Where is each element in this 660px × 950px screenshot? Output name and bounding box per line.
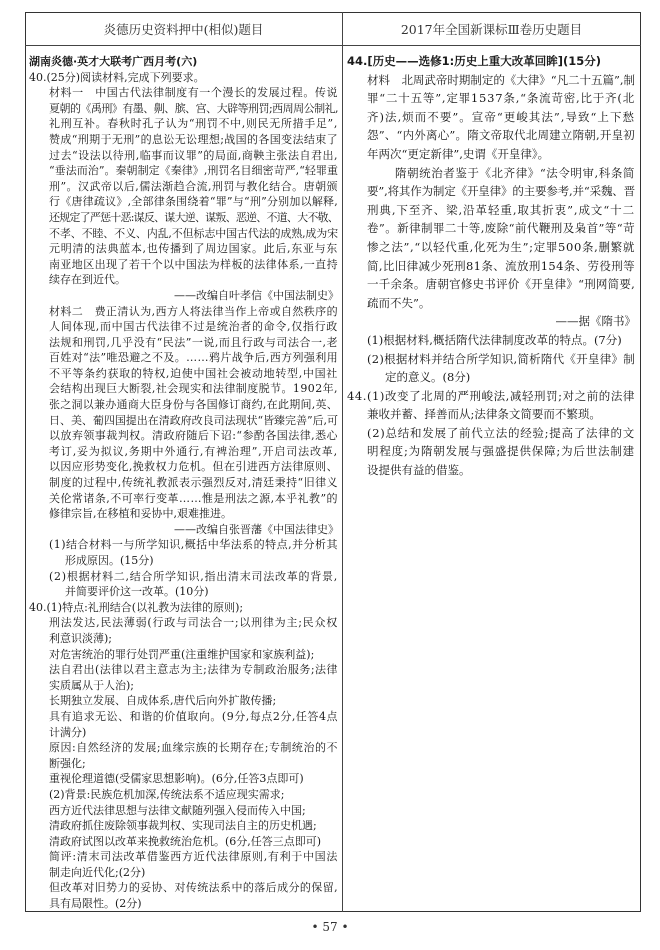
right-text-line: 一千余条。唐朝官修史书评价《开皇律》“刑网简要, [367,277,635,292]
left-text-line: 刑”。汉武帝以后,儒法渐趋合流,刑罚与教化结合。唐朝颁 [49,179,338,193]
right-text-line: 年两次“更定新律”,史谓《开皇律》。 [367,146,550,161]
left-text-line: 南亚地区出现了若干个以中国法为样板的法律体系,一直持 [49,257,338,271]
left-text-line: 但改革对旧势力的妥协、对传统法系中的落后成分的保留, [49,881,338,895]
left-text-line: 具有追求无讼、和谐的价值取向。(9分,每点2分,任答4点 [49,709,338,723]
left-text-line: 续存在到近代。 [49,273,126,287]
left-text-line: 制走向近代化;(2分) [49,865,146,879]
right-text-line: (2)根据材料并结合所学知识,简析隋代《开皇律》制 [367,351,635,366]
left-text-line: 并简要评价这一改革。(10分) [65,585,209,599]
right-text-line: 简,比旧律减少死刑81条、流放刑154条、劳役刑等 [367,258,635,273]
right-column-header: 2017年全国新课标Ⅲ卷历史题目 [400,22,583,37]
left-text-line: 考订,妥为拟议,务期中外通行,有裨治理”,开启司法改革, [49,444,338,458]
left-text-line: 40.(25分)阅读材料,完成下列要求。 [29,70,205,84]
left-text-line: 原因:自然经济的发展;血缘宗族的长期存在;专制统治的不 [49,741,338,755]
right-text-line: 齐)法,烦而不要”。宣帝“更峻其法”,导致“上下愁 [367,109,635,124]
left-text-line: 关伦常诸条,不可率行变革……惟是刑法之源,本乎礼教”的 [49,491,338,505]
right-text-line: 材料 北周武帝时期制定的《大律》“凡二十五篇”,制 [367,72,635,87]
left-text-line: 简评:清末司法改革借鉴西方近代法律原则,有利于中国法 [49,850,338,864]
left-text-line: 日、美、葡四国提出在清政府改良司法现状“皆臻完善”后,可 [49,413,338,427]
right-text-line: 卷”。新律制罪二十等,废除“前代鞭刑及枭首”等“苛 [367,221,635,236]
left-text-line: 过去“设法以待刑,临事而议罪”的局面,商鞅主张法自君出, [49,148,338,162]
right-text-line: 定的意义。(8分) [385,370,471,385]
left-text-line: 刑法发达,民法薄弱(行政与司法合一;以刑律为主;民众权 [49,616,338,630]
left-text-line: 礼刑互补。春秋时孔子认为“刑罚不中,则民无所措手足”, [49,117,338,131]
left-text-line: 清政府抓住废除领事裁判权、实现司法自主的历史机遇; [49,819,317,833]
left-text-line: 重视伦理道德(受儒家思想影响)。(6分,任答3点即可) [49,772,304,786]
left-text-line: 断强化; [49,756,86,770]
left-text-line: (2)背景:民族危机加深,传统法系不适应现实需求; [49,787,285,801]
left-text-line: 计满分) [49,725,87,739]
header-divider [25,45,641,46]
right-text-line: 怨”、“内外离心”。隋文帝取代北周建立隋朝,开皇初 [367,128,635,143]
left-text-line: 赞成“刑期于无刑”的息讼无讼理想;战国的各国变法结束了 [49,132,338,146]
left-text-line: (1)结合材料一与所学知识,概括中华法系的特点,并分析其 [49,538,338,552]
left-text-line: 法自君出(法律以君主意志为主;法律为专制政治服务;法律 [49,663,338,677]
left-text-line: 材料一 中国古代法律制度有一个漫长的发展过程。传说 [49,86,338,100]
right-text-line: 要”,将其作为制定《开皇律》的主要参考,并“采魏、晋 [367,184,635,199]
left-text-line: 夏朝的《禹刑》有墨、劓、膑、宫、大辟等刑罚;西周周公制礼, [49,101,338,115]
left-text-line: 以因应形势变化,挽救权力危机。但在引进西方法律原则、 [49,460,338,474]
left-text-line: 还规定了严惩十恶:谋反、谋大逆、谋叛、恶逆、不道、大不敬、 [49,210,338,224]
left-text-line: 人间体现,而中国古代法律不过是统治者的命令,仅指行政 [49,320,338,334]
right-text-line: 44.[历史——选修1:历史上重大改革回眸](15分) [347,54,601,68]
right-text-line: 隋朝统治者鉴于《北齐律》“法令明审,科条简 [395,165,635,180]
left-text-line: ——改编自张晋藩《中国法律史》 [174,522,339,536]
page-number: • 57 • [311,920,349,934]
left-column-content [29,54,339,912]
right-text-line: 44.(1)改变了北周的严刑峻法,减轻刑罚;对之前的法律 [347,388,635,403]
right-text-line: 罪“二十五等”,定罪1537条,“条流苛密,比于齐(北 [367,91,635,106]
left-text-line: 材料二 费正清认为,西方人将法律当作上帝或自然秩序的 [49,304,338,318]
column-divider [342,12,343,912]
right-text-line: 明程度;为隋朝发展与强盛提供保障;为后世法制建 [367,444,635,459]
right-text-line: 兼收并蓄、择善而从;法律条文简要而不繁琐。 [367,407,601,422]
left-text-line: 40.(1)特点:礼刑结合(以礼教为法律的原则); [29,600,244,614]
left-text-line: ——改编自叶孝信《中国法制史》 [174,288,339,302]
left-text-line: 元明清的法典蓝本,也传播到了周边国家。此后,东亚与东 [49,242,338,256]
left-text-line: (2)根据材料二,结合所学知识,指出清末司法改革的背景, [49,569,338,583]
right-text-line: 刑典,下至齐、梁,沿革轻重,取其折衷”,成文“十二 [367,202,635,217]
left-text-line: 清政府试图以改革来挽救统治危机。(6分,任答三点即可) [49,834,322,848]
left-text-line: 对危害统治的罪行处罚严重(注重维护国家和家族利益); [49,647,315,661]
left-text-line: 制度的过程中,传统礼教派表示强烈反对,清廷秉持“旧律义 [49,476,338,490]
left-text-line: 以放弃领事裁判权。清政府随后下诏:“参酌各国法律,悉心 [49,429,338,443]
left-text-line: “垂法而治”。秦朝制定《秦律》,刑罚名目细密苛严,“轻罪重 [49,164,338,178]
right-text-line: 惨之法”,“以轻代重,化死为生”;定罪500条,删繁就 [367,239,635,254]
left-text-line: 会结构出现巨大断裂,社会现实和法律制度脱节。1902年, [49,382,338,396]
right-column-content [347,52,636,480]
left-text-line: 行《唐律疏议》,全部律条围绕着“罪”与“刑”分别加以解释, [49,195,338,209]
right-text-line: 设提供有益的借鉴。 [367,463,471,478]
left-text-line: 张之洞以兼办通商大臣身份与各国修订商约,在此期间,英、 [49,398,338,412]
right-text-line: (1)根据材料,概括隋代法律制度改革的特点。(7分) [367,332,622,347]
left-text-line: 湖南炎德·英才大联考广西月考(六) [29,55,198,68]
right-text-line: ——据《隋书》 [555,314,636,329]
left-text-line: 利意识淡薄); [49,631,112,645]
left-text-line: 法规和刑罚,几乎没有“民法”一说,而且行政与司法合一,老 [49,335,338,349]
left-column-header: 炎德历史资料押中(相似)题目 [103,22,264,37]
left-text-line: 百姓对“法”唯恐避之不及。……鸦片战争后,西方列强利用 [49,351,338,365]
left-text-line: 修律宗旨,在移植和妥协中,艰难推进。 [49,507,232,521]
right-text-line: (2)总结和发展了前代立法的经验;提高了法律的文 [367,425,635,440]
left-text-line: 不孝、不睦、不义、内乱,不但标志中国古代法的成熟,成为宋 [49,226,338,240]
left-text-line: 形成原因。(15分) [65,554,154,567]
left-text-line: 长期独立发展、自成体系,唐代后向外扩散传播; [49,694,277,708]
left-text-line: 具有局限性。(2分) [49,897,142,911]
left-text-line: 西方近代法律思想与法律文献随列强入侵而传入中国; [49,803,306,817]
left-text-line: 不平等条约获取的特权,迫使中国社会被动地转型,中国社 [49,366,338,380]
right-text-line: 疏而不失”。 [367,295,431,310]
left-text-line: 实质属从于人治); [49,678,134,692]
